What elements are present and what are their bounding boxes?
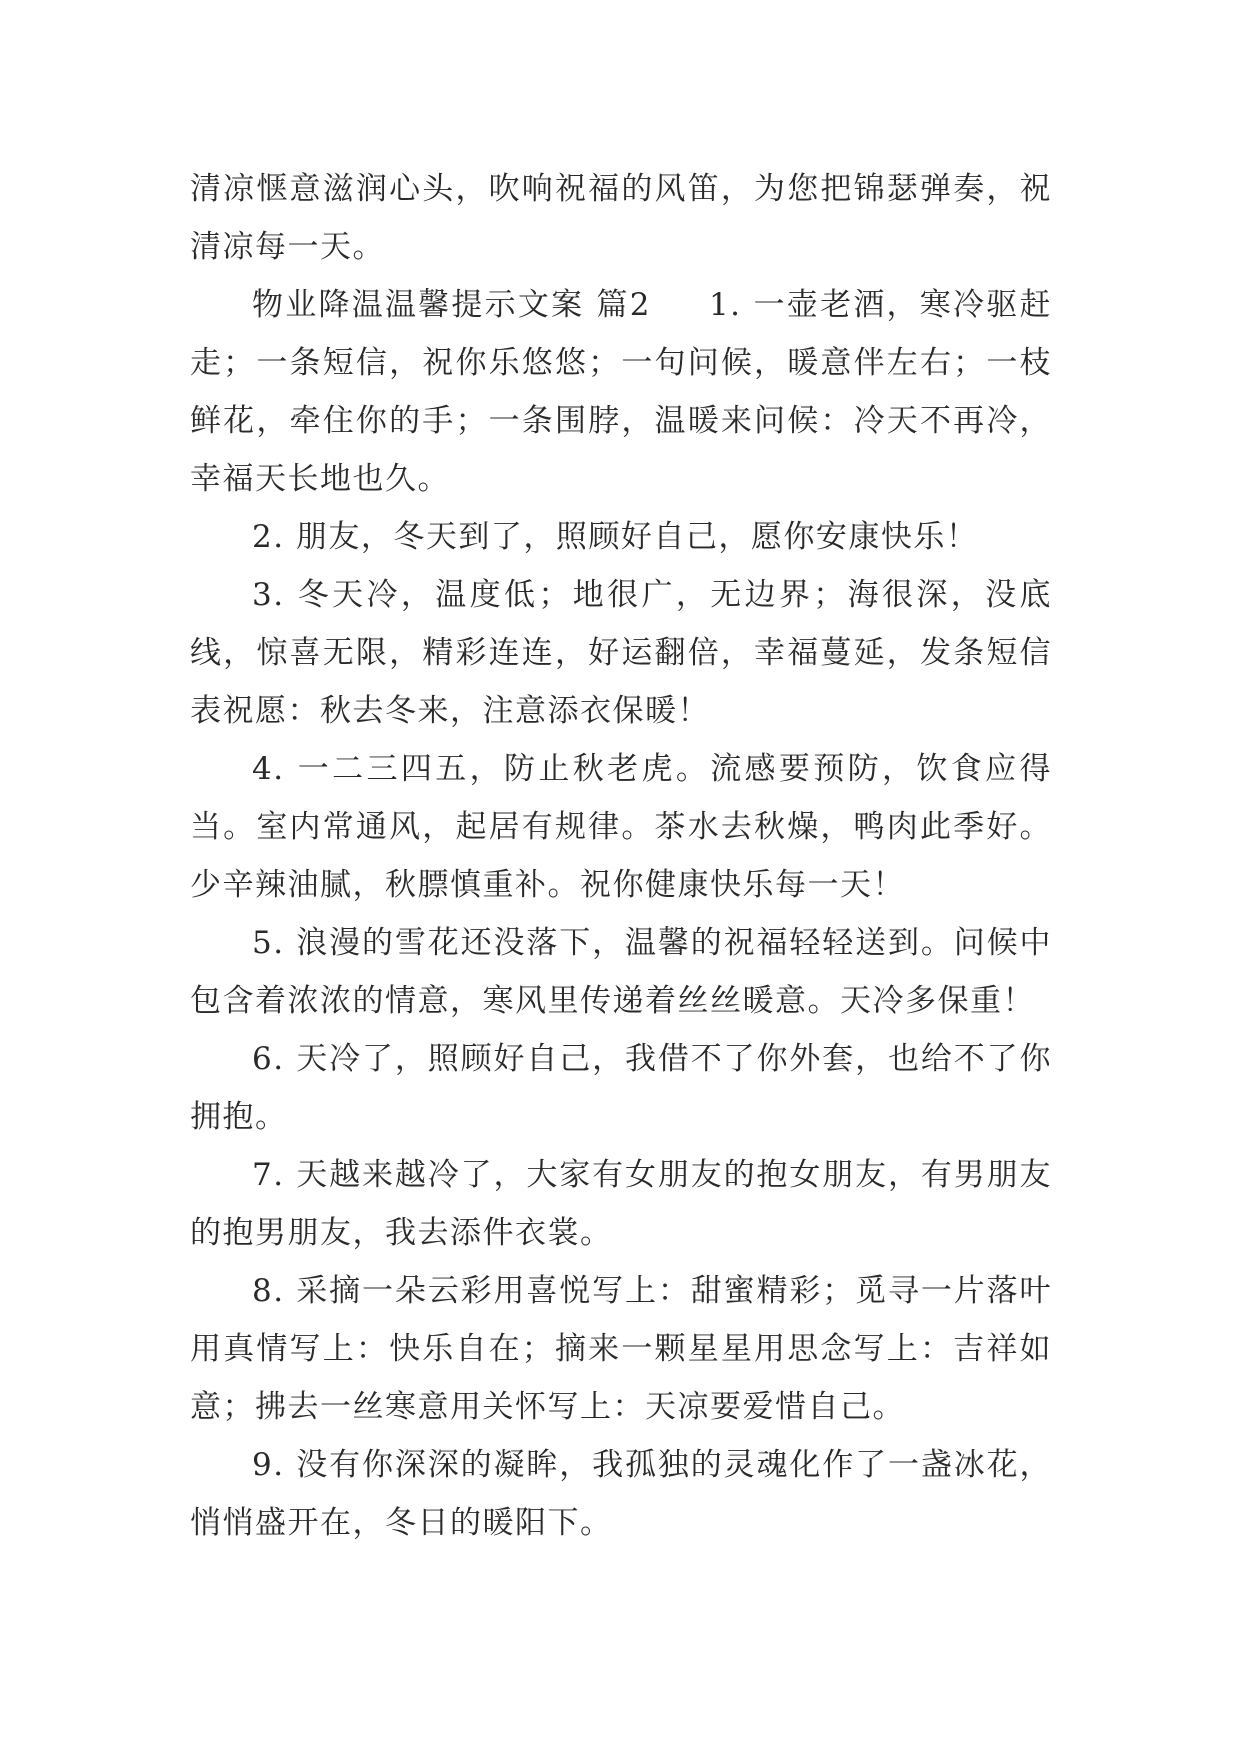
intro-paragraph: 清凉惬意滋润心头，吹响祝福的风笛，为您把锦瑟弹奏，祝清凉每一天。 [190,171,1052,265]
list-item: 4. 一二三四五，防止秋老虎。流感要预防，饮食应得当。室内常通风，起居有规律。茶水去秋燥，鸭肉此季好。少辛辣油腻，秋膘慎重补。祝你健康快乐每一天！ [190,751,1052,903]
list-item: 5. 浪漫的雪花还没落下，温馨的祝福轻轻送到。问候中包含着浓浓的情意，寒风里传递着丝丝暖意。天冷多保重！ [190,925,1052,1019]
list-item: 7. 天越来越冷了，大家有女朋友的抱女朋友，有男朋友的抱男朋友，我去添件衣裳。 [190,1157,1052,1251]
list-item: 9. 没有你深深的凝眸，我孤独的灵魂化作了一盏冰花，悄悄盛开在，冬日的暖阳下。 [190,1447,1052,1541]
list-item: 8. 采摘一朵云彩用喜悦写上：甜蜜精彩；觅寻一片落叶用真情写上：快乐自在；摘来一颗星星用思念写上：吉祥如意；拂去一丝寒意用关怀写上：天凉要爱惜自己。 [190,1273,1052,1425]
document-body [190,160,1052,1552]
section-paragraph [190,276,1052,508]
list-item: 2. 朋友，冬天到了，照顾好自己，愿你安康快乐！ [252,519,979,555]
list-item: 6. 天冷了，照顾好自己，我借不了你外套，也给不了你拥抱。 [190,1041,1052,1135]
list-item: 1. 一壶老酒，寒冷驱赶走；一条短信，祝你乐悠悠；一句问候，暖意伴左右；一枝鲜花，牵住你的手；一条围脖，温暖来问候：冷天不再冷，幸福天长地也久。 [190,287,1053,497]
list-item: 3. 冬天冷，温度低；地很广，无边界；海很深，没底线，惊喜无限，精彩连连，好运翻倍，幸福蔓延，发条短信表祝愿：秋去冬来，注意添衣保暖！ [190,577,1052,729]
section-heading: 物业降温温馨提示文案 篇2 [252,287,651,323]
